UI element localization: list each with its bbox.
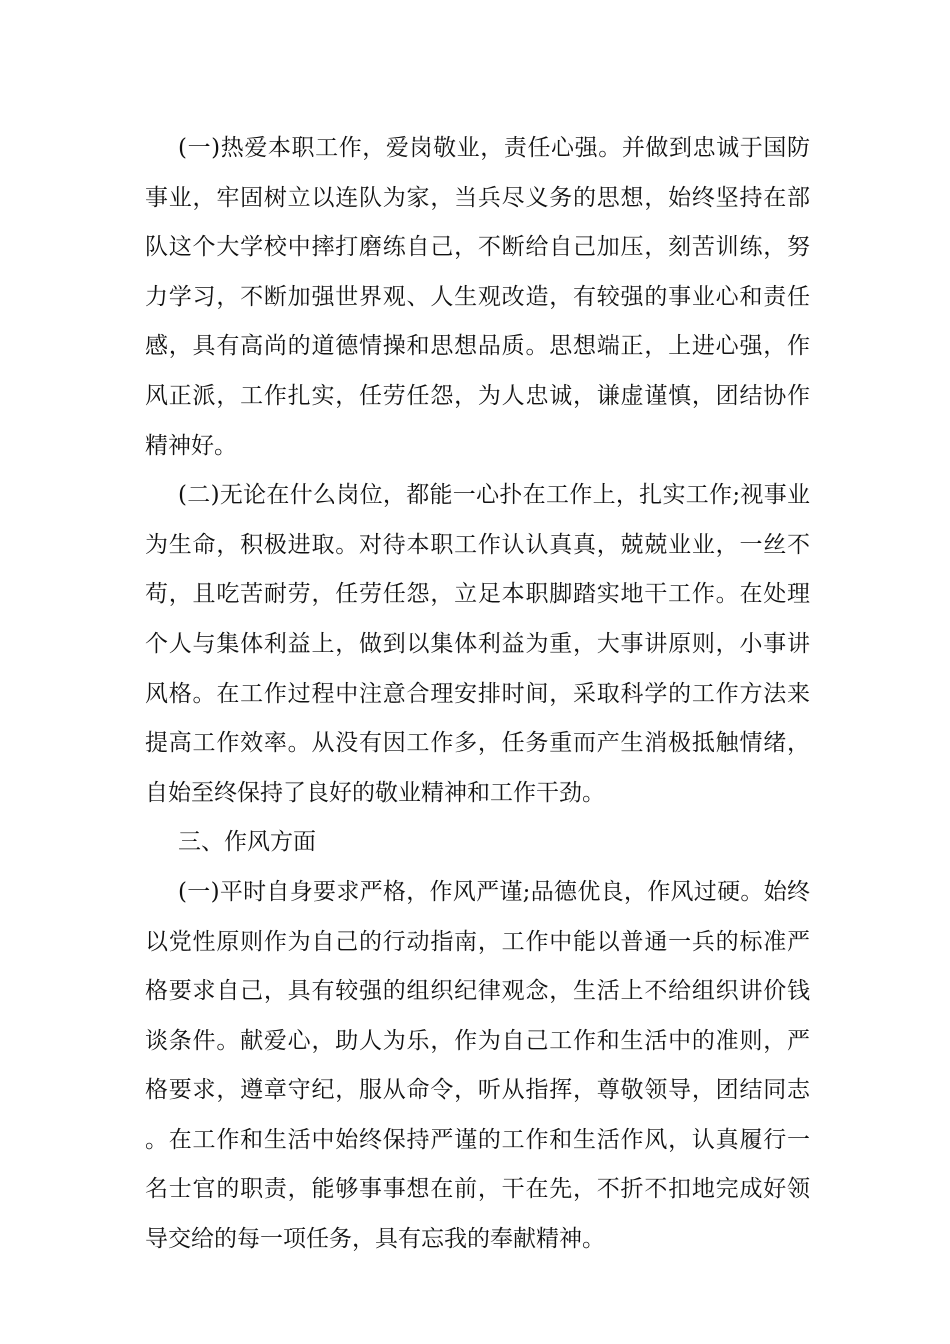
paragraph-duty-attitude: (一)热爱本职工作，爱岗敬业，责任心强。并做到忠诚于国防事业，牢固树立以连队为家，当兵尽义务的思想，始终坚持在部队这个大学校中摔打磨练自己，不断给自己加压，刻苦训练，努力学习，不断加强世界观、人生观改造，有较强的事业心和责任感，具有高尚的道德情操和思想品质。思想端正，上进心强，作风正派，工作扎实，任劳任怨，为人忠诚，谦虚谨慎，团结协作精神好。 bbox=[145, 135, 810, 459]
paragraph-discipline: (一)平时自身要求严格，作风严谨;品德优良，作风过硬。始终以党性原则作为自己的行动指南，工作中能以普通一兵的标准严格要求自己，具有较强的组织纪律观念，生活上不给组织讲价钱谈条件。献爱心，助人为乐，作为自己工作和生活中的准则，严格要求，遵章守纪，服从命令，听从指挥，尊敬领导，团结同志。在工作和生活中始终保持严谨的工作和生活作风，认真履行一名士官的职责，能够事事想在前，干在先，不折不扣地完成好领导交给的每一项任务，具有忘我的奉献精神。 bbox=[145, 878, 810, 1253]
section-heading-work-style: 三、作风方面 bbox=[178, 829, 316, 856]
paragraph-work-dedication: (二)无论在什么岗位，都能一心扑在工作上，扎实工作;视事业为生命，积极进取。对待本职工作认认真真，兢兢业业，一丝不苟，且吃苦耐劳，任劳任怨，立足本职脚踏实地干工作。在处理个人与集体利益上，做到以集体利益为重，大事讲原则，小事讲风格。在工作过程中注意合理安排时间，采取科学的工作方法来提高工作效率。从没有因工作多，任务重而产生消极抵触情绪，自始至终保持了良好的敬业精神和工作干劲。 bbox=[145, 482, 810, 806]
document-body bbox=[145, 124, 810, 1265]
